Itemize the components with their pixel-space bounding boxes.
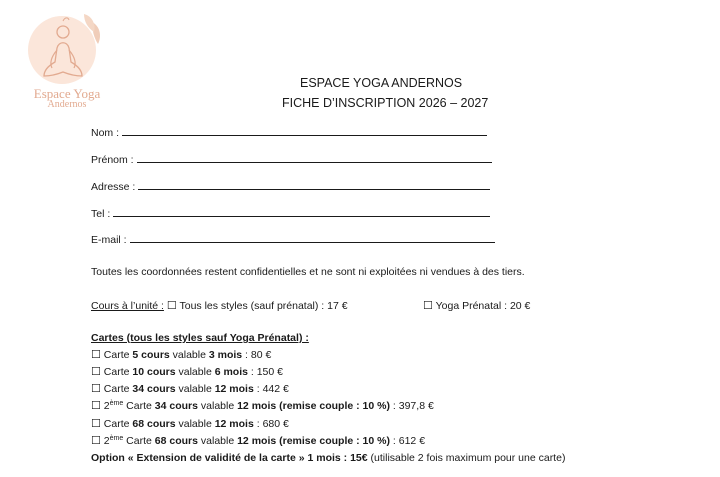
card-text: valable: [175, 418, 215, 430]
card-validity: 3 mois: [208, 349, 243, 361]
card-ordinal-suffix: ème: [109, 400, 124, 407]
validity-extension-option: [91, 452, 565, 464]
field-blank[interactable]: [130, 232, 495, 243]
card-option-6: [91, 434, 425, 447]
card-ordinal: 2: [103, 400, 110, 412]
card-text: valable: [175, 383, 215, 395]
card-option-4: [91, 399, 434, 412]
card-price: : 150 €: [247, 366, 283, 378]
card-text: Carte: [103, 349, 133, 361]
field-label: E-mail :: [91, 234, 127, 246]
card-validity: 12 mois (remise couple : 10 %): [237, 435, 390, 447]
card-price: : 680 €: [253, 418, 289, 430]
field-label: Tel :: [91, 208, 111, 220]
logo-line1: Espace Yoga: [33, 86, 101, 101]
option-note: (utilisable 2 fois maximum pour une carte): [367, 452, 566, 464]
checkbox-card-3[interactable]: ☐: [91, 382, 101, 395]
card-option-1: [91, 348, 271, 361]
card-ordinal-suffix: ème: [109, 435, 124, 442]
checkbox-unit-all[interactable]: ☐: [166, 299, 177, 312]
card-ordinal: 2: [103, 435, 110, 447]
card-text: Carte: [123, 435, 155, 447]
card-count: 68 cours: [154, 435, 198, 447]
field-blank[interactable]: [138, 179, 490, 190]
card-count: 68 cours: [132, 418, 176, 430]
card-text: Carte: [103, 366, 133, 378]
field-prenom[interactable]: [91, 152, 492, 166]
field-nom[interactable]: [91, 125, 487, 139]
field-label: Adresse :: [91, 181, 136, 193]
checkbox-card-6[interactable]: ☐: [91, 434, 101, 447]
cards-heading: Cartes (tous les styles sauf Yoga Prénatal) :: [91, 332, 309, 344]
option-title: Option « Extension de validité de la carte » 1 mois : 15€: [91, 452, 368, 464]
checkbox-card-2[interactable]: ☐: [91, 365, 101, 378]
card-option-2: [91, 365, 283, 378]
unit-pricing-prenatal: [423, 299, 530, 312]
document-title: ESPACE YOGA ANDERNOS: [300, 76, 463, 90]
card-count: 34 cours: [154, 400, 198, 412]
card-text: valable: [197, 400, 238, 412]
unit-pricing: [91, 299, 348, 312]
card-text: valable: [169, 349, 209, 361]
card-validity: 6 mois: [214, 366, 248, 378]
card-price: : 397,8 €: [390, 400, 434, 412]
privacy-note: Toutes les coordonnées restent confidentielles et ne sont ni exploitées ni vendues à des tiers.: [91, 266, 525, 278]
card-text: Carte: [123, 400, 155, 412]
card-text: Carte: [103, 418, 133, 430]
unit-option-all: Tous les styles (sauf prénatal) : 17 €: [179, 300, 348, 312]
field-label: Prénom :: [91, 154, 134, 166]
field-tel[interactable]: [91, 206, 490, 220]
checkbox-unit-prenatal[interactable]: ☐: [423, 299, 433, 312]
document-subtitle: FICHE D’INSCRIPTION 2026 – 2027: [282, 96, 489, 110]
card-option-5: [91, 417, 289, 430]
unit-option-prenatal: Yoga Prénatal : 20 €: [435, 300, 531, 312]
logo-line2: Andernos: [47, 99, 87, 110]
checkbox-card-5[interactable]: ☐: [91, 417, 101, 430]
logo-text: [22, 88, 112, 110]
field-blank[interactable]: [137, 152, 492, 163]
card-count: 34 cours: [132, 383, 176, 395]
card-validity: 12 mois: [214, 418, 254, 430]
card-text: Carte: [103, 383, 133, 395]
card-option-3: [91, 382, 289, 395]
field-adresse[interactable]: [91, 179, 490, 193]
card-price: : 442 €: [253, 383, 289, 395]
checkbox-card-1[interactable]: ☐: [91, 348, 101, 361]
card-price: : 80 €: [242, 349, 272, 361]
field-label: Nom :: [91, 127, 120, 139]
card-count: 5 cours: [132, 349, 170, 361]
field-blank[interactable]: [122, 125, 487, 136]
checkbox-card-4[interactable]: ☐: [91, 399, 101, 412]
card-count: 10 cours: [132, 366, 176, 378]
card-price: : 612 €: [390, 435, 426, 447]
field-email[interactable]: [91, 232, 495, 246]
card-validity: 12 mois: [214, 383, 254, 395]
card-text: valable: [197, 435, 238, 447]
card-validity: 12 mois (remise couple : 10 %): [237, 400, 390, 412]
field-blank[interactable]: [113, 206, 490, 217]
card-text: valable: [175, 366, 215, 378]
unit-label: Cours à l’unité :: [91, 300, 164, 312]
